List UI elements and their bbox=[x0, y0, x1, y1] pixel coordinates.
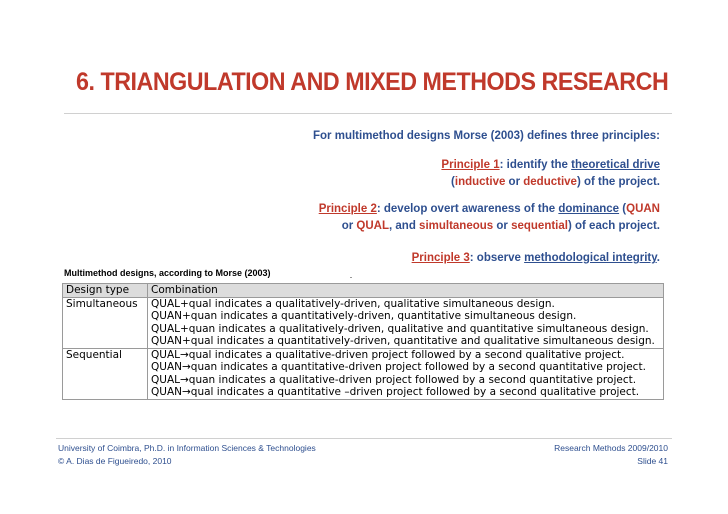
principle-2-paren-open: ( bbox=[619, 203, 627, 215]
keyword-quan: QUAN bbox=[626, 203, 660, 215]
footer-divider bbox=[56, 438, 672, 439]
combination-line: QUAL+quan indicates a qualitatively-driven, qualitative and quantitative simultaneous design. bbox=[151, 322, 649, 335]
combination-line: QUAN+qual indicates a quantitatively-driven, quantitative and qualitative simultaneous design. bbox=[151, 335, 655, 347]
design-type-cell: Simultaneous bbox=[63, 297, 148, 348]
combination-line: QUAN+quan indicates a quantitatively-driven, quantitative simultaneous design. bbox=[151, 310, 577, 322]
principle-3-end: . bbox=[656, 252, 660, 264]
principle-3-label: Principle 3 bbox=[411, 252, 470, 264]
principle-3 bbox=[412, 250, 660, 267]
principle-2-or2: or bbox=[493, 220, 512, 232]
principle-1-text: : identify the bbox=[499, 159, 572, 171]
footer-copyright: © A. Dias de Figueiredo, 2010 bbox=[58, 456, 172, 466]
combination-line: QUAN→quan indicates a quantitative-driven project followed by a second quantitative project. bbox=[151, 361, 646, 373]
table-row bbox=[63, 348, 664, 399]
principle-2-label: Principle 2 bbox=[318, 203, 377, 215]
footer-institution: University of Coimbra, Ph.D. in Information Sciences & Technologies bbox=[58, 443, 316, 453]
title-divider bbox=[64, 113, 672, 114]
footer-course: Research Methods 2009/2010 bbox=[554, 443, 668, 453]
principle-1-paren-open: ( bbox=[451, 176, 455, 188]
keyword-sequential: sequential bbox=[511, 220, 568, 232]
principle-1-term: theoretical drive bbox=[571, 159, 660, 171]
principle-3-term: methodological integrity bbox=[524, 252, 657, 264]
caption-mark bbox=[350, 277, 352, 278]
design-type-cell: Sequential bbox=[63, 348, 148, 399]
combination-line: QUAL→quan indicates a qualitative-driven project followed by a second quantitative project. bbox=[151, 373, 637, 386]
combination-cell bbox=[148, 297, 664, 348]
table-row bbox=[63, 297, 664, 348]
keyword-deductive: deductive bbox=[523, 176, 577, 188]
table-header-row bbox=[63, 284, 664, 298]
keyword-simultaneous: simultaneous bbox=[419, 220, 494, 232]
principle-2-and: , and bbox=[389, 220, 420, 232]
principle-2 bbox=[319, 201, 660, 235]
principle-2-text: : develop overt awareness of the bbox=[376, 203, 559, 215]
principle-2-or: or bbox=[341, 220, 357, 232]
principle-2-term: dominance bbox=[558, 203, 620, 215]
principle-1 bbox=[441, 157, 660, 191]
footer-slide-number: Slide 41 bbox=[637, 456, 668, 466]
principle-1-label: Principle 1 bbox=[441, 159, 500, 171]
principle-3-text: : observe bbox=[469, 252, 525, 264]
principle-2-end: ) of each project. bbox=[567, 220, 660, 232]
table-caption: Multimethod designs, according to Morse (2003) bbox=[64, 268, 271, 278]
keyword-inductive: inductive bbox=[454, 176, 506, 188]
principle-1-or: or bbox=[505, 176, 524, 188]
keyword-qual: QUAL bbox=[356, 220, 390, 232]
slide-title: 6. TRIANGULATION AND MIXED METHODS RESEARCH bbox=[76, 68, 669, 96]
header-combination: Combination bbox=[148, 284, 664, 298]
intro-text: For multimethod designs Morse (2003) defines three principles: bbox=[313, 130, 660, 142]
designs-table bbox=[62, 283, 664, 400]
combination-line: QUAN→qual indicates a quantitative –driven project followed by a second qualitative project. bbox=[151, 386, 640, 398]
header-design-type: Design type bbox=[63, 284, 148, 298]
principle-1-end: ) of the project. bbox=[576, 176, 660, 188]
combination-line: QUAL+qual indicates a qualitatively-driven, qualitative simultaneous design. bbox=[151, 297, 555, 310]
combination-line: QUAL→qual indicates a qualitative-driven project followed by a second qualitative project. bbox=[151, 348, 625, 361]
combination-cell bbox=[148, 348, 664, 399]
